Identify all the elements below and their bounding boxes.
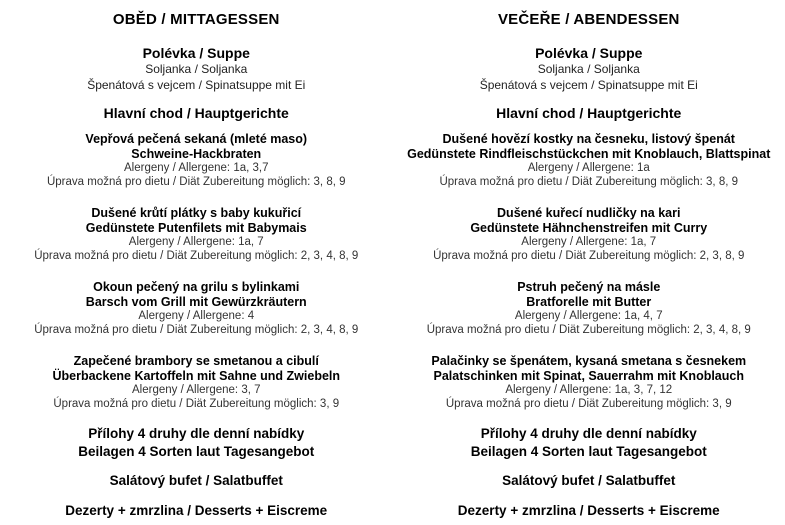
dish-name-german: Schweine-Hackbraten xyxy=(131,147,262,161)
dish-name-german: Barsch vom Grill mit Gewürzkräutern xyxy=(85,295,307,309)
allergen-line: Alergeny / Allergene: 1a, 7 xyxy=(521,236,657,248)
dish-name-czech: Pstruh pečený na másle xyxy=(517,280,661,294)
allergen-line: Alergeny / Allergene: 1a xyxy=(527,162,650,174)
dinner-column xyxy=(393,0,785,520)
lunch-main-course-heading: Hlavní chod / Hauptgerichte xyxy=(103,105,289,121)
dish-block xyxy=(393,354,785,411)
diet-line: Úprava možná pro dietu / Diät Zubereitung möglich: 3, 8, 9 xyxy=(46,175,346,188)
dish-block xyxy=(393,132,785,189)
dish-name-czech: Palačinky se špenátem, kysaná smetana s česnekem xyxy=(431,354,747,368)
dish-name-german: Palatschinken mit Spinat, Sauerrahm mit Knoblauch xyxy=(433,369,744,383)
dish-block xyxy=(0,354,393,411)
diet-line: Úprava možná pro dietu / Diät Zubereitung möglich: 3, 8, 9 xyxy=(439,175,739,188)
sides-block xyxy=(393,425,785,461)
allergen-line: Alergeny / Allergene: 3, 7 xyxy=(132,384,261,396)
diet-line: Úprava možná pro dietu / Diät Zubereitung möglich: 2, 3, 8, 9 xyxy=(433,249,745,262)
lunch-soup-heading: Polévka / Suppe xyxy=(142,45,250,61)
dish-block xyxy=(0,206,393,263)
dish-block xyxy=(393,206,785,263)
diet-line: Úprava možná pro dietu / Diät Zubereitung möglich: 3, 9 xyxy=(445,397,732,410)
dessert-heading: Dezerty + zmrzlina / Desserts + Eiscreme xyxy=(65,503,328,518)
dish-name-czech: Dušené kuřecí nudličky na kari xyxy=(497,206,681,220)
dish-name-czech: Dušené hovězí kostky na česneku, listový špenát xyxy=(442,132,735,146)
lunch-title: OBĚD / MITTAGESSEN xyxy=(112,11,280,28)
allergen-line: Alergeny / Allergene: 1a, 7 xyxy=(128,236,264,248)
allergen-line: Alergeny / Allergene: 1a, 3,7 xyxy=(124,162,269,174)
allergen-line: Alergeny / Allergene: 4 xyxy=(138,310,255,322)
dish-name-german: Gedünstete Hähnchenstreifen mit Curry xyxy=(470,221,708,235)
dessert-heading: Dezerty + zmrzlina / Desserts + Eiscreme xyxy=(457,503,720,518)
allergen-line: Alergeny / Allergene: 1a, 4, 7 xyxy=(514,310,663,322)
salad-heading: Salátový bufet / Salatbuffet xyxy=(109,473,283,488)
dinner-soup-item: Soljanka / Soljanka xyxy=(537,62,640,76)
dish-name-german: Bratforelle mit Butter xyxy=(526,295,652,309)
sides-heading-german: Beilagen 4 Sorten laut Tagesangebot xyxy=(470,444,707,459)
dish-block xyxy=(0,132,393,189)
diet-line: Úprava možná pro dietu / Diät Zubereitung möglich: 2, 3, 4, 8, 9 xyxy=(34,323,359,336)
dinner-title: VEČEŘE / ABENDESSEN xyxy=(497,11,680,28)
dish-block xyxy=(393,280,785,337)
diet-line: Úprava možná pro dietu / Diät Zubereitung möglich: 2, 3, 4, 8, 9 xyxy=(34,249,359,262)
diet-line: Úprava možná pro dietu / Diät Zubereitung möglich: 2, 3, 4, 8, 9 xyxy=(426,323,751,336)
dish-name-czech: Zapečené brambory se smetanou a cibulí xyxy=(73,354,319,368)
dish-name-german: Gedünstete Putenfilets mit Babymais xyxy=(85,221,307,235)
diet-line: Úprava možná pro dietu / Diät Zubereitung möglich: 3, 9 xyxy=(53,397,340,410)
lunch-dish-list xyxy=(0,132,393,411)
dinner-dish-list xyxy=(393,132,785,411)
lunch-soup-item: Špenátová s vejcem / Spinatsuppe mit Ei xyxy=(87,77,306,92)
sides-block xyxy=(0,425,393,461)
dinner-soup-heading: Polévka / Suppe xyxy=(535,45,643,61)
dish-name-german: Gedünstete Rindfleischstückchen mit Knoblauch, Blattspinat xyxy=(407,147,771,161)
allergen-line: Alergeny / Allergene: 1a, 3, 7, 12 xyxy=(505,384,673,396)
dish-name-czech: Vepřová pečená sekaná (mleté maso) xyxy=(85,132,308,146)
dish-name-german: Überbackene Kartoffeln mit Sahne und Zwiebeln xyxy=(52,369,341,383)
salad-block xyxy=(0,472,393,490)
lunch-soup-item: Soljanka / Soljanka xyxy=(145,62,248,76)
salad-heading: Salátový bufet / Salatbuffet xyxy=(502,473,676,488)
dish-name-czech: Dušené krůtí plátky s baby kukuřicí xyxy=(91,206,302,220)
dish-block xyxy=(0,280,393,337)
dish-name-czech: Okoun pečený na grilu s bylinkami xyxy=(93,280,300,294)
sides-heading-german: Beilagen 4 Sorten laut Tagesangebot xyxy=(78,444,315,459)
dessert-block xyxy=(0,502,393,520)
dinner-soup-item: Špenátová s vejcem / Spinatsuppe mit Ei xyxy=(479,77,698,92)
dessert-block xyxy=(393,502,785,520)
sides-heading-czech: Přílohy 4 druhy dle denní nabídky xyxy=(88,426,305,441)
lunch-column xyxy=(0,0,393,520)
salad-block xyxy=(393,472,785,490)
dinner-main-course-heading: Hlavní chod / Hauptgerichte xyxy=(496,105,682,121)
sides-heading-czech: Přílohy 4 druhy dle denní nabídky xyxy=(480,426,697,441)
